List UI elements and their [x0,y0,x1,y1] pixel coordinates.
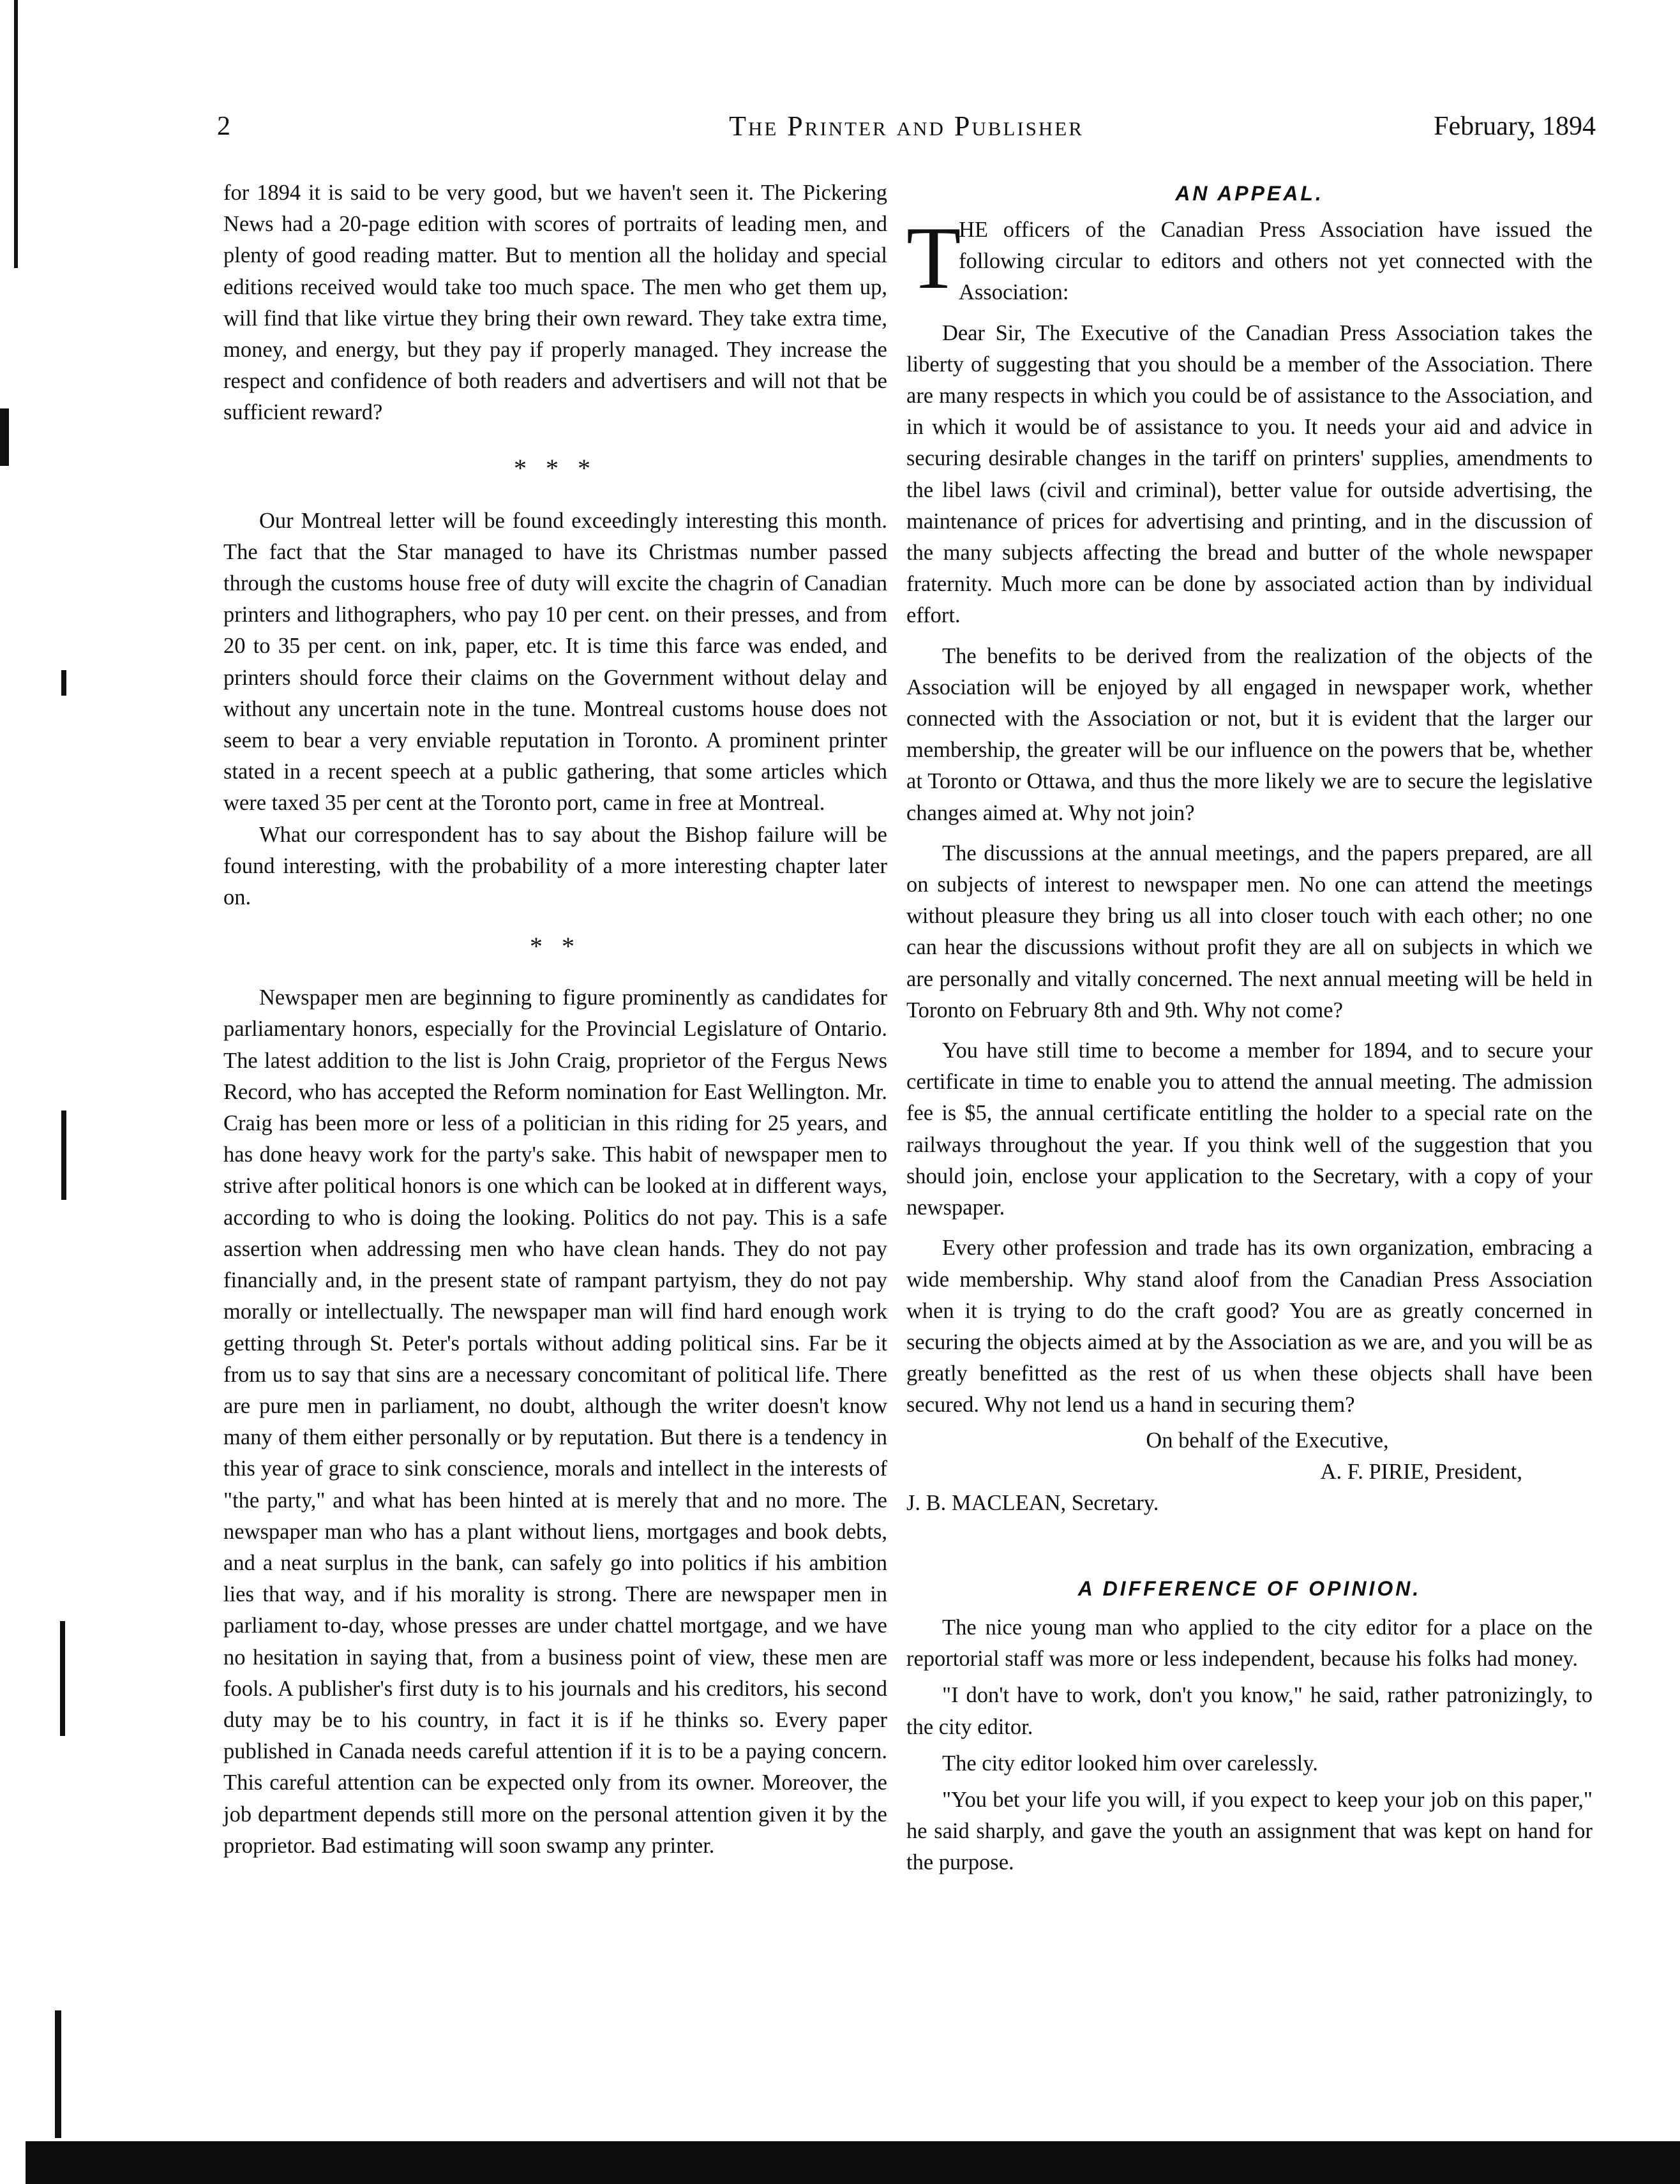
difference-paragraph-3: The city editor looked him over carelessly. [942,1751,1318,1776]
scan-edge-mark [55,2010,61,2138]
scan-edge-mark [61,1111,66,1200]
drop-cap: T [906,209,961,308]
difference-paragraph-4: "You bet your life you will, if you expect to keep your job on this paper," he said sharply, and gave the youth an assignment that was kept on hand for the purpose. [906,1787,1593,1875]
politics-paragraph: Newspaper men are beginning to figure prominently as candidates for parliamentary honors, especially for the Provincial Legislature of Ontario. The latest addition to the list is John Craig, proprietor of the Fergus News Record, who has accepted the Reform nomination for East Wellington. Mr. Craig has been more or less of a politician in this riding for 25 years, and has done heavy work for the party's sake. This habit of newspaper men to strive after political honors is one which can be looked at in different ways, according to who is doing the looking. Politics do not pay. This is a safe assertion when addressing men who have clean hands. They do not pay financially and, in the present state of rampant partyism, they do not pay morally or intellectually. The newspaper man will find hard enough work getting through St. Peter's portals without adding political sins. Far be it from us to say that sins are a necessary concomitant of political life. There are pure men in parliament, no doubt, although the writer doesn't know many of them either personally or by reputation. But there is a tendency in this year of grace to sink conscience, morals and intellect in the interests of "the party," and what has been hinted at is merely that and no more. The newspaper man who has a plant without liens, mortgages and book debts, and a neat surplus in the bank, can safely go into politics if his ambition lies that way, and if his morality is strong. There are newspaper men in parliament to-day, whose presses are under chattel mortgage, and we have no hesitation in saying that, from a business point of view, these men are fools. A publisher's first duty is to his journals and his creditors, his second duty may be to his country, in fact it is if he thinks so. Every paper published in Canada needs careful attention if it is to be a paying concern. This careful attention can be expected only from its owner. Moreover, the job department depends still more on the personal attention given it by the proprietor. Bad estimating will soon swamp any printer. [223,985,887,1858]
appeal-meetings-paragraph: The discussions at the annual meetings, and the papers prepared, are all on subjects of interest to newspaper men. No one can attend the meetings without pleasure they bring us all into closer touch with each other; no one can hear the discussions without profit they are all on subjects in which we are personally and vitally concerned. The next annual meeting will be held in Toronto on February 8th and 9th. Why not come? [906,841,1593,1022]
left-column [223,177,887,1862]
sign-secretary: J. B. MACLEAN, Secretary. [906,1490,1159,1515]
montreal-letter-paragraph: Our Montreal letter will be found exceedingly interesting this month. The fact that the Star managed to have its Christmas number passed through the customs house free of duty will excite the chagrin of Canadian printers and lithographers, who pay 10 per cent. on their presses, and from 20 to 35 per cent. on ink, paper, etc. It is time this farce was ended, and printers should force their claims on the Government without delay and without any uncertain note in the tune. Montreal customs house does not seem to bear a very enviable reputation in Toronto. A prominent printer stated in a recent speech at a public gathering, that some articles which were taxed 35 per cent at the Toronto port, came in free at Montreal. [223,508,887,816]
bishop-failure-paragraph: What our correspondent has to say about the Bishop failure will be found interesting, with the probability of a more interesting chapter later on. [223,822,887,910]
scan-edge-mark [60,1621,65,1736]
section-divider-stars: * * * [514,453,597,482]
difference-paragraph-2: "I don't have to work, don't you know," he said, rather patronizingly, to the city editor. [906,1683,1593,1739]
sign-behalf: On behalf of the Executive, [1146,1428,1389,1453]
appeal-organization-paragraph: Every other profession and trade has its own organization, embracing a wide membership. Why stand aloof from the Canadian Press Association when it is trying to do the craft good? You are as greatly concerned in securing the objects aimed at by the Association as we are, and you will be as greatly benefitted as the rest of us when these objects shall have been secured. Why not lend us a hand in securing them? [906,1236,1593,1417]
sign-secretary-line [906,1488,1593,1519]
appeal-letter-paragraph: Dear Sir, The Executive of the Canadian Press Association takes the liberty of suggesting that you should be a member of the Association. There are many respects in which you could be of assistance to the Association, and in which it would be of assistance to you. It needs your aid and advice in securing desirable changes in the tariff on printers' supplies, amendments to the libel laws (civil and criminal), better value for outside advertising, the maintenance of prices for advertising and printing, and in the discussion of the many subjects affecting the bread and butter of the whole newspaper fraternity. Much more can be done by associated action than by individual effort. [906,320,1593,628]
holiday-editions-paragraph: for 1894 it is said to be very good, but we haven't seen it. The Pickering News had a 20-page edition with scores of portraits of leading men, and plenty of good reading matter. But to mention all the holiday and special editions received would take too much space. The men who get them up, will find that like virtue they bring their own reward. They take extra time, money, and energy, but they pay if properly managed. They increase the respect and confidence of both readers and advertisers and will not that be sufficient reward? [223,181,887,425]
appeal-benefits-paragraph: The benefits to be derived from the realization of the objects of the Association will be enjoyed by all engaged in newspaper work, whether connected with the Association or not, but it is evident that the larger our membership, the greater will be our influence on the powers that be, whether at Toronto or Ottawa, and thus the more likely we are to secure the legislative changes aimed at. Why not join? [906,643,1593,825]
sign-president: A. F. PIRIE, President, [1320,1459,1522,1484]
masthead-title: The Printer and Publisher [729,110,1084,142]
running-head [217,107,1596,146]
appeal-intro-paragraph [906,209,1593,309]
appeal-heading: AN APPEAL. [1175,182,1324,205]
issue-date: February, 1894 [1434,112,1596,141]
scan-edge-mark [14,0,18,268]
section-divider-stars: * * [530,932,581,961]
difference-paragraph-1: The nice young man who applied to the city editor for a place on the reportorial staff was more or less independent, because his folks had money. [906,1615,1593,1672]
scan-edge-mark [0,408,9,466]
scan-bottom-bar [26,2141,1680,2184]
right-column [906,177,1593,1879]
page-number: 2 [217,112,230,141]
scan-edge-mark [61,670,66,696]
appeal-intro-text: HE officers of the Canadian Press Association have issued the following circular to editors and others not yet connected with the Association: [959,218,1593,305]
difference-heading: A DIFFERENCE OF OPINION. [1077,1576,1421,1600]
appeal-membership-paragraph: You have still time to become a member for 1894, and to secure your certificate in time to enable you to attend the annual meeting. The admission fee is $5, the annual certificate entitling the holder to a special rate on the railways throughout the year. If you think well of the suggestion that you should join, enclose your application to the Secretary, with a copy of your newspaper. [906,1038,1593,1220]
